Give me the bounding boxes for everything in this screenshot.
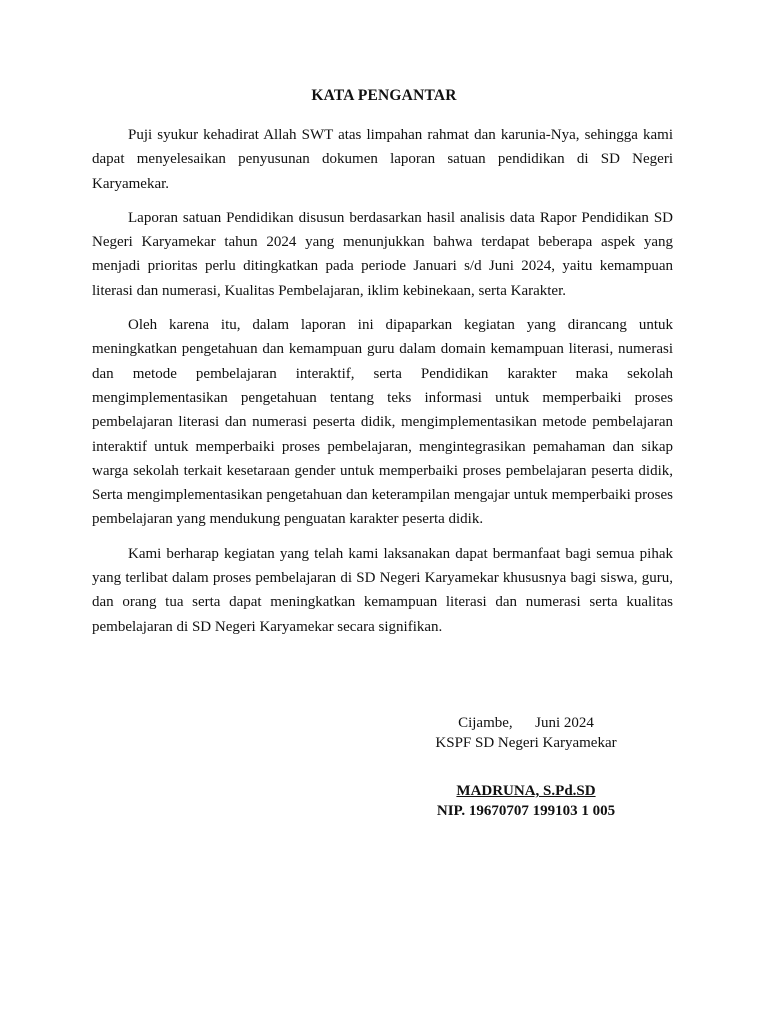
paragraph-opening: Puji syukur kehadirat Allah SWT atas limpahan rahmat dan karunia-Nya, sehingga kami dapat menyelesaikan penyusunan dokumen laporan satuan pendidikan di SD Negeri Karyamekar. <box>92 127 673 192</box>
signature-place-date: Cijambe, Juni 2024 <box>458 715 594 731</box>
document-title: KATA PENGANTAR <box>311 87 457 104</box>
document-body <box>92 123 673 649</box>
signature-block <box>410 713 642 821</box>
signatory-name: MADRUNA, S.Pd.SD <box>456 783 596 799</box>
signatory-nip: NIP. 19670707 199103 1 005 <box>436 803 616 819</box>
paragraph-closing: Kami berharap kegiatan yang telah kami laksanakan dapat bermanfaat bagi semua pihak yang terlibat dalam proses pembelajaran di SD Negeri Karyamekar khususnya bagi siswa, guru, dan orang tua serta dapat meningkatkan kemampuan literasi dan numerasi serta kualitas pembelajaran di SD Negeri Karyamekar secara signifikan. <box>92 545 673 635</box>
signature-position: KSPF SD Negeri Karyamekar <box>435 735 617 751</box>
paragraph-activities: Oleh karena itu, dalam laporan ini dipaparkan kegiatan yang dirancang untuk meningkatkan pengetahuan dan kemampuan guru dalam domain kemampuan literasi, numerasi dan metode pembelajaran interaktif, serta Pendidikan karakter maka sekolah mengimplementasikan pengetahuan tentang teks informasi untuk memperbaiki proses pembelajaran literasi dan numerasi peserta didik, mengimplementasikan metode pembelajaran interaktif untuk memperbaiki proses pembelajaran, mengintegrasikan pemahaman dan sikap warga sekolah terkait kesetaraan gender untuk memperbaiki proses pembelajaran peserta didik, Serta mengimplementasikan pengetahuan dan keterampilan mengajar untuk memperbaiki proses pembelajaran yang mendukung penguatan karakter peserta didik. <box>92 317 673 528</box>
paragraph-report-basis: Laporan satuan Pendidikan disusun berdasarkan hasil analisis data Rapor Pendidikan SD Negeri Karyamekar tahun 2024 yang menunjukkan bahwa terdapat beberapa aspek yang menjadi prioritas perlu ditingkatkan pada periode Januari s/d Juni 2024, yaitu kemampuan literasi dan numerasi, Kualitas Pembelajaran, iklim kebinekaan, serta Karakter. <box>92 209 673 299</box>
